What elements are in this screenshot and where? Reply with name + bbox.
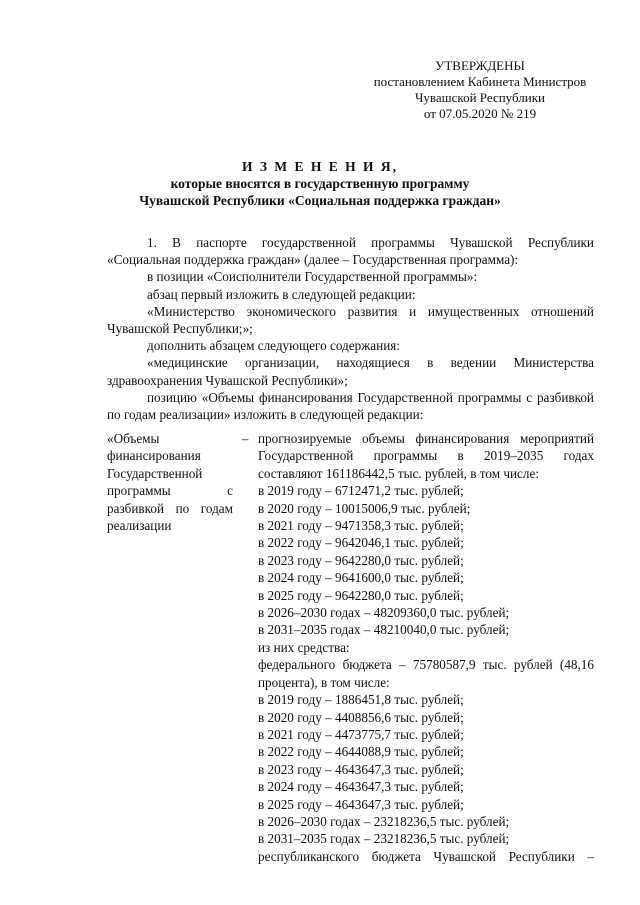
federal-years-list: [258, 691, 594, 848]
list-item: в 2019 году – 6712471,2 тыс. рублей;: [258, 483, 464, 499]
approval-line-4: от 07.05.2020 № 219: [423, 106, 537, 121]
paragraph-1: 1. В паспорте государственной программы Чувашской Республики «Социальная поддержка граждан» (далее – Государственная программа):: [107, 235, 594, 268]
list-item: в 2025 году – 4643647,3 тыс. рублей;: [258, 796, 464, 812]
financing-intro: прогнозируемые объемы финансирования мероприятий Государственной программы в 2019–2035 годах составляют 161186442,5 тыс. рублей, в том числе:: [258, 431, 594, 481]
paragraph-3: абзац первый изложить в следующей редакции:: [147, 286, 416, 302]
approval-line-1: УТВЕРЖДЕНЫ: [435, 58, 525, 73]
list-item: в 2031–2035 годах – 48210040,0 тыс. рублей;: [258, 622, 510, 638]
list-item: в 2026–2030 годах – 23218236,5 тыс. рублей;: [258, 813, 510, 829]
document-body: [107, 234, 594, 423]
paragraph-2: в позиции «Соисполнители Государственной программы»:: [147, 269, 478, 285]
list-item: в 2024 году – 9641600,0 тыс. рублей;: [258, 570, 464, 586]
federal-budget-label: федерального бюджета – 75780587,9 тыс. рублей (48,16 процента), в том числе:: [258, 657, 594, 690]
total-years-list: [258, 482, 594, 639]
document-title: [100, 158, 540, 209]
paragraph-6: «медицинские организации, находящиеся в ведении Министерства здравоохранения Чувашской Республики»;: [107, 355, 594, 388]
title-line-3: Чувашской Республики «Социальная поддержка граждан»: [139, 193, 501, 208]
approval-stamp: [355, 58, 605, 122]
paragraph-4: «Министерство экономического развития и имущественных отношений Чувашской Республики;»;: [107, 303, 594, 337]
list-item: в 2022 году – 9642046,1 тыс. рублей;: [258, 535, 464, 551]
list-item: в 2031–2035 годах – 23218236,5 тыс. рублей;: [258, 831, 510, 847]
approval-line-3: Чувашской Республики: [414, 90, 546, 105]
list-item: в 2023 году – 4643647,3 тыс. рублей;: [258, 761, 464, 777]
list-item: в 2024 году – 4643647,3 тыс. рублей;: [258, 779, 464, 795]
approval-line-2: постановлением Кабинета Министров: [373, 74, 587, 89]
list-item: в 2021 году – 4473775,7 тыс. рублей;: [258, 726, 464, 742]
list-item: в 2020 году – 4408856,6 тыс. рублей;: [258, 709, 464, 725]
of-them-label: из них средства:: [258, 639, 350, 655]
list-item: в 2026–2030 годах – 48209360,0 тыс. рублей;: [258, 605, 510, 621]
table-left-label: «Объемы финансирования Государственной программы с разбивкой по годам реализации: [107, 431, 233, 534]
list-item: в 2022 году – 4644088,9 тыс. рублей;: [258, 744, 464, 760]
table-dash: –: [241, 431, 249, 446]
table-right-content: [258, 430, 594, 865]
list-item: в 2023 году – 9642280,0 тыс. рублей;: [258, 552, 464, 568]
list-item: в 2020 году – 10015006,9 тыс. рублей;: [258, 500, 471, 516]
republic-budget-label: республиканского бюджета Чувашской Республики –: [258, 848, 594, 864]
title-heading: И З М Е Н Е Н И Я,: [241, 159, 398, 174]
list-item: в 2019 году – 1886451,8 тыс. рублей;: [258, 692, 464, 708]
paragraph-7: позицию «Объемы финансирования Государственной программы с разбивкой по годам реализации» изложить в следующей редакции:: [107, 389, 594, 423]
title-line-2: которые вносятся в государственную программу: [170, 176, 470, 191]
list-item: в 2021 году – 9471358,3 тыс. рублей;: [258, 518, 464, 534]
paragraph-5: дополнить абзацем следующего содержания:: [147, 338, 401, 354]
list-item: в 2025 году – 9642280,0 тыс. рублей;: [258, 587, 464, 603]
